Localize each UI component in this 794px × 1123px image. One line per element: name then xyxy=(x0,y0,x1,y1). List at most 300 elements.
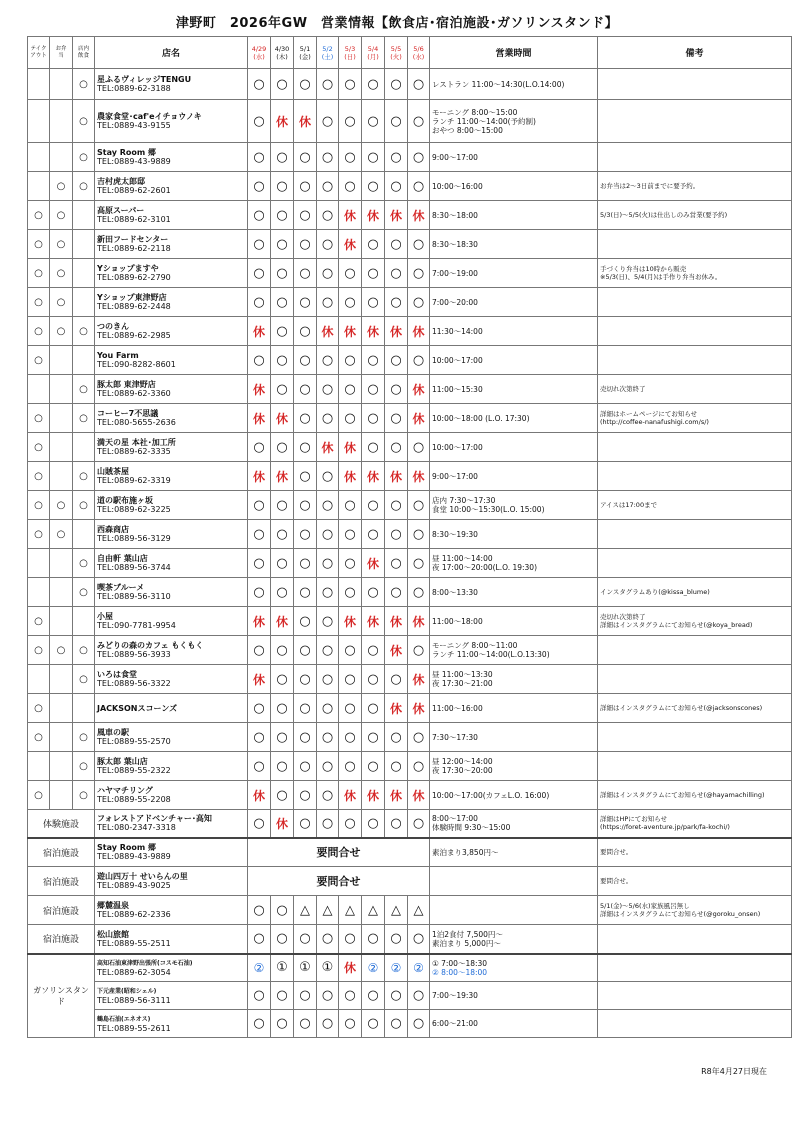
day-status: ○ xyxy=(385,925,408,954)
remarks xyxy=(598,143,792,172)
takeout-flag: ○ xyxy=(28,317,50,346)
day-status: ○ xyxy=(408,172,430,201)
shop-name-cell xyxy=(95,549,248,578)
shop-name: つのきん xyxy=(97,322,129,331)
shop-name: 西森商店 xyxy=(97,525,129,534)
shop-tel: TEL:0889-43-9155 xyxy=(97,121,171,130)
dinein-flag: ○ xyxy=(73,462,95,491)
day-status: ○ xyxy=(248,69,271,100)
day-status: ○ xyxy=(362,100,385,143)
table-row xyxy=(28,723,792,752)
remarks: 手づくり弁当は10時から販売 ※5/3(日)、5/4(月)は手作り弁当お休み。 xyxy=(598,259,792,288)
day-status: ○ xyxy=(271,752,294,781)
day-status: ○ xyxy=(339,172,362,201)
day-status: ○ xyxy=(362,636,385,665)
shop-name-cell xyxy=(95,752,248,781)
shop-name: フォレストアドベンチャー･高知 xyxy=(97,814,212,824)
day-status: ○ xyxy=(362,694,385,723)
bento-flag xyxy=(50,346,73,375)
day-status: 休 xyxy=(248,665,271,694)
day-status: 休 xyxy=(408,694,430,723)
bento-flag: ○ xyxy=(50,230,73,259)
day-status: ② xyxy=(362,954,385,982)
remarks: 要問合せ。 xyxy=(598,838,792,867)
day-status: ○ xyxy=(248,752,271,781)
shop-tel: TEL:0889-56-3744 xyxy=(97,563,171,572)
day-status: ○ xyxy=(294,752,317,781)
day-status: ○ xyxy=(271,259,294,288)
day-status: ○ xyxy=(339,578,362,607)
day-status: ○ xyxy=(271,491,294,520)
day-status: 休 xyxy=(408,781,430,810)
dinein-flag xyxy=(73,230,95,259)
day-status: △ xyxy=(339,896,362,925)
business-hours: 10:00～18:00 (L.O. 17:30) xyxy=(430,404,598,433)
experience-row xyxy=(28,810,792,838)
remarks xyxy=(598,346,792,375)
day-status: 休 xyxy=(339,462,362,491)
col-date xyxy=(294,37,317,69)
shop-name-cell xyxy=(95,607,248,636)
day-status: 休 xyxy=(271,404,294,433)
day-status: ① xyxy=(294,954,317,982)
day-status: 休 xyxy=(385,694,408,723)
business-hours: 昼 12:00～14:00 夜 17:30～20:00 xyxy=(430,752,598,781)
day-status: ○ xyxy=(385,375,408,404)
remarks: 売切れ次第終了 詳細はインスタグラムにてお知らせ(@koya_bread) xyxy=(598,607,792,636)
shop-name-cell xyxy=(95,491,248,520)
day-status: ○ xyxy=(362,723,385,752)
hours-line: 6:00～21:00 xyxy=(432,1019,478,1028)
day-status: ○ xyxy=(317,69,339,100)
dinein-flag: ○ xyxy=(73,317,95,346)
day-status: ○ xyxy=(362,491,385,520)
inquiry-required: 要問合せ xyxy=(248,867,430,896)
day-status: ○ xyxy=(362,172,385,201)
day-status: ○ xyxy=(294,201,317,230)
day-status: ○ xyxy=(317,259,339,288)
col-date xyxy=(385,37,408,69)
shop-tel: TEL:080-5655-2636 xyxy=(97,418,176,427)
day-status: ○ xyxy=(271,520,294,549)
day-status: 休 xyxy=(408,404,430,433)
day-status: ○ xyxy=(248,810,271,838)
day-status: ○ xyxy=(408,69,430,100)
day-status: ○ xyxy=(385,810,408,838)
day-status: ○ xyxy=(317,100,339,143)
takeout-flag: ○ xyxy=(28,288,50,317)
day-status: ○ xyxy=(317,201,339,230)
takeout-flag: ○ xyxy=(28,520,50,549)
day-status: ○ xyxy=(362,578,385,607)
day-status: ○ xyxy=(294,694,317,723)
day-status: ○ xyxy=(408,578,430,607)
day-status: ○ xyxy=(294,781,317,810)
takeout-flag: ○ xyxy=(28,636,50,665)
day-status: ○ xyxy=(248,636,271,665)
day-status: ○ xyxy=(408,520,430,549)
business-hours: 昼 11:00～13:30 夜 17:30～21:00 xyxy=(430,665,598,694)
shop-name-cell xyxy=(95,520,248,549)
table-row xyxy=(28,69,792,100)
day-status: 休 xyxy=(362,462,385,491)
day-status: ○ xyxy=(385,665,408,694)
shop-name: コーヒー7不思議 xyxy=(97,409,159,418)
col-dinein: 店内 飲食 xyxy=(73,37,95,69)
day-status: ○ xyxy=(317,230,339,259)
day-status: ○ xyxy=(294,665,317,694)
day-status: 休 xyxy=(408,317,430,346)
remarks xyxy=(598,520,792,549)
shop-name: 小屋 xyxy=(97,612,113,621)
day-status: ○ xyxy=(294,462,317,491)
day-status: ○ xyxy=(385,723,408,752)
day-status: △ xyxy=(385,896,408,925)
category-label: 体験施設 xyxy=(28,810,95,838)
table-row xyxy=(28,259,792,288)
day-status: ○ xyxy=(408,230,430,259)
shop-name: ハヤマチリング xyxy=(97,786,153,795)
business-table xyxy=(27,36,792,1038)
shop-name: 豚太郎 葉山店 xyxy=(97,757,148,766)
day-status: 休 xyxy=(385,781,408,810)
day-status: ○ xyxy=(294,810,317,838)
shop-tel: TEL:0889-62-2985 xyxy=(97,331,171,340)
shop-tel: TEL:0889-62-3188 xyxy=(97,84,171,93)
shop-name-cell xyxy=(95,982,248,1010)
day-status: ○ xyxy=(294,607,317,636)
day-status: ○ xyxy=(294,433,317,462)
day-status: 休 xyxy=(362,607,385,636)
shop-tel: TEL:0889-62-2336 xyxy=(97,910,171,919)
shop-tel: TEL:0889-62-3319 xyxy=(97,476,171,485)
day-status: ○ xyxy=(385,578,408,607)
shop-tel: TEL:090-8282-8601 xyxy=(97,360,176,369)
day-status: ○ xyxy=(408,259,430,288)
dinein-flag: ○ xyxy=(73,636,95,665)
dinein-flag: ○ xyxy=(73,100,95,143)
day-status: 休 xyxy=(294,100,317,143)
day-status: ○ xyxy=(339,723,362,752)
business-hours xyxy=(430,896,598,925)
day-status: ○ xyxy=(317,665,339,694)
date-label: 4/30 xyxy=(274,44,290,53)
day-status: ○ xyxy=(294,230,317,259)
day-status: ○ xyxy=(408,491,430,520)
hours-line: 7:00～19:30 xyxy=(432,991,478,1000)
day-status: ○ xyxy=(248,143,271,172)
day-status: ○ xyxy=(339,752,362,781)
shop-name: 風車の駅 xyxy=(97,728,129,737)
day-status: ○ xyxy=(294,69,317,100)
shop-name: 豚太郎 東津野店 xyxy=(97,380,156,389)
shop-name-cell xyxy=(95,172,248,201)
day-status: ○ xyxy=(271,982,294,1010)
header-row xyxy=(28,37,792,69)
dinein-flag: ○ xyxy=(73,69,95,100)
day-status: ○ xyxy=(317,752,339,781)
takeout-flag: ○ xyxy=(28,230,50,259)
day-status: ○ xyxy=(385,491,408,520)
dinein-flag: ○ xyxy=(73,549,95,578)
table-row xyxy=(28,578,792,607)
weekday-label: (火) xyxy=(390,52,402,61)
lodging-row xyxy=(28,838,792,867)
day-status: ○ xyxy=(408,346,430,375)
shop-name: 松山旅館 xyxy=(97,929,129,939)
gas-station-row xyxy=(28,1010,792,1038)
page-title: 津野町 2026年GW 営業情報【飲食店･宿泊施設･ガソリンスタンド】 xyxy=(175,16,619,31)
day-status: ○ xyxy=(317,1010,339,1038)
shop-tel: TEL:0889-43-9889 xyxy=(97,852,171,862)
dinein-flag: ○ xyxy=(73,375,95,404)
bento-flag xyxy=(50,752,73,781)
day-status: ○ xyxy=(362,259,385,288)
lodging-row xyxy=(28,925,792,954)
day-status: ○ xyxy=(339,1010,362,1038)
day-status: ② xyxy=(248,954,271,982)
shop-name-cell xyxy=(95,230,248,259)
day-status: △ xyxy=(317,896,339,925)
shop-name-cell xyxy=(95,69,248,100)
day-status: ○ xyxy=(408,982,430,1010)
day-status: ○ xyxy=(339,346,362,375)
day-status: ○ xyxy=(339,810,362,838)
day-status: ○ xyxy=(271,925,294,954)
day-status: ○ xyxy=(362,982,385,1010)
day-status: ○ xyxy=(408,925,430,954)
day-status: 休 xyxy=(248,317,271,346)
day-status: ○ xyxy=(385,69,408,100)
takeout-flag xyxy=(28,578,50,607)
takeout-flag xyxy=(28,752,50,781)
shop-name-cell xyxy=(95,346,248,375)
dinein-flag xyxy=(73,201,95,230)
day-status: ○ xyxy=(248,723,271,752)
shop-tel: TEL:0889-56-3111 xyxy=(97,995,171,1005)
day-status: ○ xyxy=(317,346,339,375)
day-status: ○ xyxy=(362,925,385,954)
day-status: ○ xyxy=(317,143,339,172)
col-hours: 営業時間 xyxy=(430,37,598,69)
day-status: ○ xyxy=(339,636,362,665)
business-hours: 7:00～19:00 xyxy=(430,259,598,288)
day-status: ○ xyxy=(339,491,362,520)
day-status: ○ xyxy=(294,723,317,752)
day-status: ○ xyxy=(317,982,339,1010)
table-row xyxy=(28,752,792,781)
weekday-label: (木) xyxy=(276,52,288,61)
takeout-flag xyxy=(28,100,50,143)
remarks: 5/3(日)～5/5(火)は仕出しのみ営業(要予約) xyxy=(598,201,792,230)
shop-tel: TEL:080-2347-3318 xyxy=(97,823,176,833)
business-hours: 11:00～18:00 xyxy=(430,607,598,636)
day-status: ○ xyxy=(248,491,271,520)
shop-name-cell xyxy=(95,896,248,925)
day-status: ○ xyxy=(339,69,362,100)
shop-name-cell xyxy=(95,317,248,346)
day-status: ○ xyxy=(408,433,430,462)
day-status: ○ xyxy=(362,375,385,404)
hours-line: ① 7:00～18:30 xyxy=(432,958,488,968)
remarks: 詳細はインスタグラムにてお知らせ(@hayamachilling) xyxy=(598,781,792,810)
shop-name-cell xyxy=(95,462,248,491)
day-status: ○ xyxy=(317,607,339,636)
dinein-flag: ○ xyxy=(73,491,95,520)
remarks xyxy=(598,752,792,781)
day-status: 休 xyxy=(271,607,294,636)
day-status: 休 xyxy=(339,607,362,636)
business-hours: 8:00～13:30 xyxy=(430,578,598,607)
shop-name-cell xyxy=(95,636,248,665)
shop-tel: TEL:0889-62-3225 xyxy=(97,505,171,514)
day-status: ○ xyxy=(317,375,339,404)
day-status: ○ xyxy=(362,346,385,375)
day-status: 休 xyxy=(248,404,271,433)
day-status: ○ xyxy=(385,346,408,375)
table-row xyxy=(28,549,792,578)
day-status: ○ xyxy=(271,375,294,404)
day-status: ○ xyxy=(317,549,339,578)
day-status: ○ xyxy=(248,201,271,230)
dinein-flag xyxy=(73,520,95,549)
day-status: ○ xyxy=(317,578,339,607)
business-hours: 10:00～17:00(カフェL.O. 16:00) xyxy=(430,781,598,810)
remarks: 詳細はインスタグラムにてお知らせ(@jacksonscones) xyxy=(598,694,792,723)
shop-name: 星ふるヴィレッジTENGU xyxy=(97,75,192,84)
remarks: 要問合せ。 xyxy=(598,867,792,896)
remarks xyxy=(598,982,792,1010)
shop-name-cell xyxy=(95,925,248,954)
day-status: ○ xyxy=(385,549,408,578)
day-status: △ xyxy=(362,896,385,925)
shop-name: JACKSONスコーンズ xyxy=(97,703,178,713)
day-status: ○ xyxy=(248,982,271,1010)
table-row xyxy=(28,781,792,810)
shop-tel: TEL:0889-62-3054 xyxy=(97,967,171,977)
day-status: ○ xyxy=(385,752,408,781)
remarks xyxy=(598,100,792,143)
shop-name: 満天の星 本社･加工所 xyxy=(97,438,176,447)
shop-name-cell xyxy=(95,694,248,723)
day-status: 休 xyxy=(339,317,362,346)
day-status: ○ xyxy=(271,288,294,317)
business-hours: 店内 7:30～17:30 食堂 10:00～15:30(L.O. 15:00) xyxy=(430,491,598,520)
shop-name-cell xyxy=(95,100,248,143)
takeout-flag: ○ xyxy=(28,607,50,636)
day-status: ○ xyxy=(317,636,339,665)
shop-tel: TEL:0889-62-2790 xyxy=(97,273,171,282)
shop-tel: TEL:0889-62-2118 xyxy=(97,244,171,253)
business-hours: 9:00～17:00 xyxy=(430,462,598,491)
day-status: ○ xyxy=(408,100,430,143)
day-status: ○ xyxy=(248,925,271,954)
day-status: 休 xyxy=(339,201,362,230)
takeout-flag: ○ xyxy=(28,462,50,491)
shop-name: Stay Room 郷 xyxy=(97,148,157,157)
takeout-flag: ○ xyxy=(28,346,50,375)
day-status: ○ xyxy=(317,491,339,520)
col-date xyxy=(339,37,362,69)
bento-flag xyxy=(50,100,73,143)
day-status: ○ xyxy=(271,201,294,230)
day-status: 休 xyxy=(408,607,430,636)
day-status: ○ xyxy=(294,317,317,346)
takeout-flag: ○ xyxy=(28,694,50,723)
shop-tel: TEL:0889-43-9889 xyxy=(97,157,171,166)
takeout-flag xyxy=(28,172,50,201)
bento-flag: ○ xyxy=(50,636,73,665)
remarks xyxy=(598,665,792,694)
shop-tel: TEL:0889-55-2208 xyxy=(97,795,171,804)
table-row xyxy=(28,230,792,259)
day-status: 休 xyxy=(385,636,408,665)
day-status: ○ xyxy=(408,1010,430,1038)
shop-tel: TEL:0889-62-3335 xyxy=(97,447,171,456)
day-status: ○ xyxy=(248,288,271,317)
day-status: ○ xyxy=(408,723,430,752)
business-hours: 11:00～16:00 xyxy=(430,694,598,723)
day-status: ○ xyxy=(408,288,430,317)
day-status: ○ xyxy=(362,404,385,433)
day-status: ○ xyxy=(271,433,294,462)
takeout-flag: ○ xyxy=(28,491,50,520)
day-status: ○ xyxy=(362,143,385,172)
business-hours: 8:30～18:00 xyxy=(430,201,598,230)
shop-name: 山賊茶屋 xyxy=(97,467,129,476)
day-status: ○ xyxy=(385,259,408,288)
dinein-flag: ○ xyxy=(73,172,95,201)
shop-name-cell xyxy=(95,810,248,838)
date-label: 4/29 xyxy=(251,44,267,53)
day-status: ○ xyxy=(385,1010,408,1038)
day-status: ○ xyxy=(385,143,408,172)
col-date xyxy=(362,37,385,69)
weekday-label: (水) xyxy=(253,52,265,61)
shop-name-cell xyxy=(95,665,248,694)
day-status: 休 xyxy=(248,607,271,636)
business-hours: 11:30～14:00 xyxy=(430,317,598,346)
shop-name-cell xyxy=(95,259,248,288)
shop-name-cell xyxy=(95,954,248,982)
remarks xyxy=(598,288,792,317)
day-status: ○ xyxy=(362,288,385,317)
day-status: 休 xyxy=(362,317,385,346)
table-row xyxy=(28,317,792,346)
remarks: 売切れ次第終了 xyxy=(598,375,792,404)
remarks: インスタグラムあり(@kissa_blume) xyxy=(598,578,792,607)
dinein-flag xyxy=(73,433,95,462)
day-status: ○ xyxy=(362,520,385,549)
shop-tel: TEL:0889-62-2448 xyxy=(97,302,171,311)
inquiry-required: 要問合せ xyxy=(248,838,430,867)
day-status: ○ xyxy=(248,172,271,201)
remarks xyxy=(598,462,792,491)
bento-flag: ○ xyxy=(50,491,73,520)
day-status: ○ xyxy=(248,549,271,578)
shop-name-cell xyxy=(95,578,248,607)
day-status: ○ xyxy=(317,925,339,954)
day-status: 休 xyxy=(408,462,430,491)
col-date xyxy=(317,37,339,69)
day-status: ○ xyxy=(271,694,294,723)
business-hours: 11:00～15:30 xyxy=(430,375,598,404)
remarks xyxy=(598,954,792,982)
business-hours: 1泊2食付 7,500円～ 素泊まり 5,000円～ xyxy=(430,925,598,954)
shop-tel: TEL:090-7781-9954 xyxy=(97,621,176,630)
shop-name-cell xyxy=(95,143,248,172)
day-status: ○ xyxy=(294,404,317,433)
